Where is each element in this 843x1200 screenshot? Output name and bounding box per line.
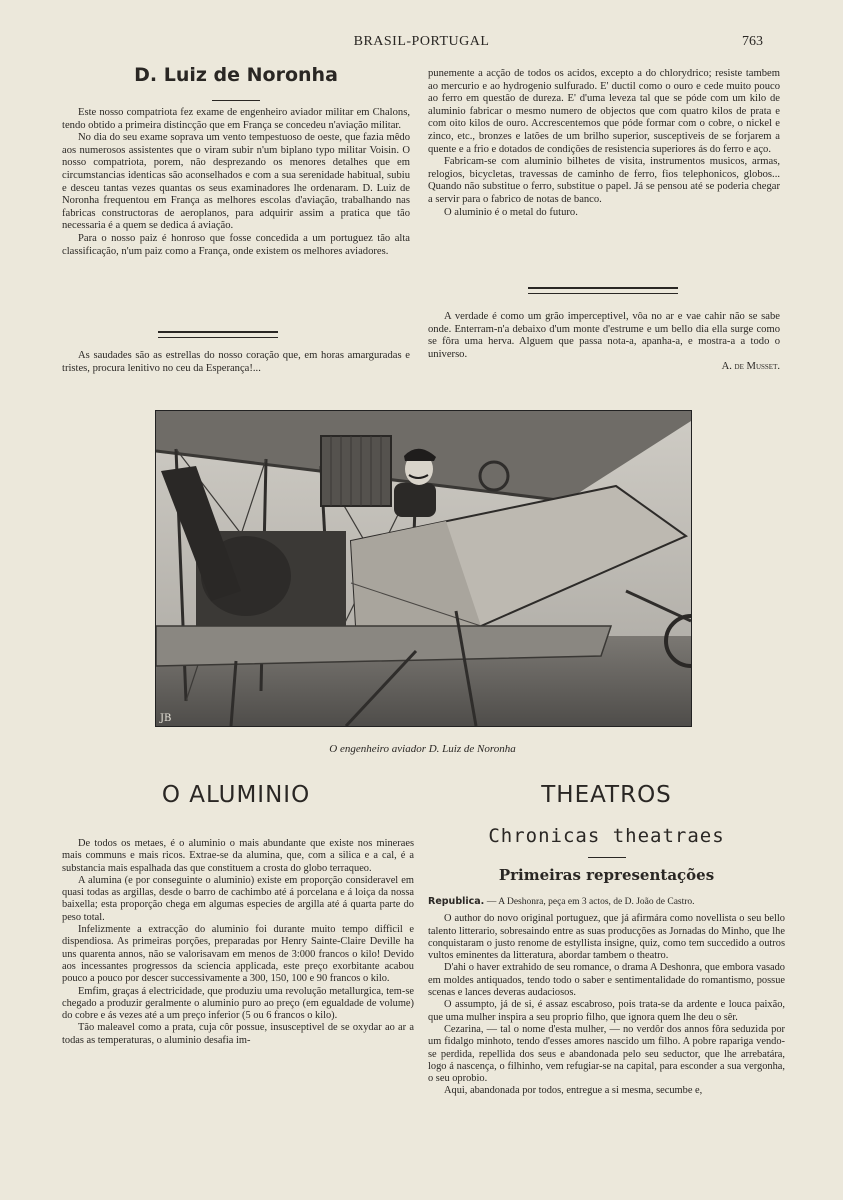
aluminio-continuation xyxy=(428,68,780,219)
running-head: BRASIL-PORTUGAL xyxy=(353,34,490,49)
paragraph: punemente a acção de todos os acidos, excepto a do chlorydrico; resiste tambem ao mercurio e ao hydrogenio sulfurado. E' ductil como o ouro e cede muito pouco ao ferro em questão de dureza. E' d'uma leveza tal que se póde com um kilo de aluminio fabricar o mesmo numero de objectos que com quatro kilos de prata e com oito kilos de ouro. Accrescentemos que póde formar com o cobre, o nickel e zinco, etc., bronzes e latões de um brilho superior, susceptiveis de se forjarem a quente e a frio e dotados de condições de resistencia superiores ás do ferro e aço. xyxy=(428,68,780,155)
paragraph: O aluminio é o metal do futuro. xyxy=(444,206,578,218)
article-body-aluminio xyxy=(62,838,414,1047)
musset-quote xyxy=(428,311,780,374)
paragraph: Cezarina, — tal o nome d'esta mulher, — no verdôr dos annos fôra seduzida por um fidalgo minhoto, tendo d'esses amores nascido um filho. A pobre rapariga vendo-se perdida, repellida dos seus e abandonada pelo seu seductor, que lhe arrebatára, logo á nascença, o filhinho, vem refugiar-se na capital, para esconder a sua vergonha, o seu oprobio. xyxy=(428,1023,785,1085)
paragraph: Infelizmente a extracção do aluminio foi durante muito tempo difficil e dispendiosa. As primeiras porções, preparadas por Henry Sainte-Claire Deville ha uns quarenta annos, não se valorisavam em menos de 3:000 francos o kilo! Devido aos incessantes progressos da sciencia applicada, este preço exorbitante acabou pouco a pouco por descer successivamente a 300, 150, 100 e 90 francos o kilo. xyxy=(62,924,414,985)
paragraph: O author do novo original portuguez, que já afirmára como novellista o seu bello talento litterario, sobresaindo entre as suas producções as Jornadas do Minho, que lhe conquistaram o justo renome de estyllista insigne, quiz, como tem succedido a outros vultos eminentes da litteratura, abordar tambem o theatro. xyxy=(428,913,785,962)
section-title-theatros: THEATROS xyxy=(541,782,672,808)
theatre-name: Republica. xyxy=(428,896,485,907)
section-divider xyxy=(158,331,278,338)
paragraph: A alumina (e por conseguinte o aluminio) existe em proporção consideravel em quasi todas as argillas, desde o barro de cachimbo até á porcelana e á loiça da nossa baixella; esta proporção chega em algumas especies de argilla até á quarta parte do peso total. xyxy=(62,874,414,923)
paragraph: Tão maleavel como a prata, cuja côr possue, insusceptivel de se oxydar ao ar a todas as temperaturas, o aluminio desafia im- xyxy=(62,1022,414,1046)
photo-monogram: JB xyxy=(160,713,172,724)
paragraph: Emfim, graças á electricidade, que produziu uma revolução metallurgica, tem-se chegado a produzir geralmente o aluminio puro ao preço (em egualdade de volume) do cobre e ás vezes até a um preço inferior (5 ou 6 francos o kilo). xyxy=(62,985,414,1022)
paragraph: As saudades são as estrellas do nosso coração que, em horas amarguradas e tristes, procura lenitivo no ceu da Esperança!... xyxy=(62,350,410,374)
aviator-photograph xyxy=(155,410,692,727)
saudades-quote xyxy=(62,350,410,375)
article-title-aluminio: O ALUMINIO xyxy=(161,782,311,808)
page-number: 763 xyxy=(742,34,763,49)
title-divider xyxy=(212,100,260,101)
paragraph: D'ahi o haver extrahido de seu romance, o drama A Deshonra, que embora vasado em moldes antiquados, tendo todo o saber e sentimentalidade do romantismo, possue scenas e lances deveras audaciosos. xyxy=(428,962,785,999)
paragraph: Aqui, abandonada por todos, entregue a si mesma, secumbe e, xyxy=(444,1085,703,1097)
paragraph: Fabricam-se com aluminio bilhetes de visita, instrumentos musicos, armas, relogios, bicycletas, travessas de caminho de ferro, fios telephonicos, globos... Quando não substitue o ferro, substitue o papel. Já se pensou até se poderia chegar a servir para o fabrico de notas de banco. xyxy=(428,156,780,205)
section-divider xyxy=(528,287,678,294)
photo-caption: O engenheiro aviador D. Luiz de Noronha xyxy=(329,743,516,755)
section-heading: Primeiras representações xyxy=(498,866,715,884)
title-divider xyxy=(588,857,626,858)
paragraph: No dia do seu exame soprava um vento tempestuoso de oeste, que fazia mêdo aos numerosos assistentes que o viram subir n'um biplano typo militar Voisin. O nosso compatriota, porem, não desprezando os menores detalhes que em circumstancias identicas são aconselhados e com a sua serenidade habitual, subiu e desceu tantas vezes quantas os seus examinadores lhe ordenaram. D. Luiz de Noronha frequentou em França as melhores escolas d'aviação, trabalhando nas fabricas constructoras de aeroplanos, para adquirir assim a pratica que tão necessaria é a quem se dedica á aviação. xyxy=(62,132,410,232)
article-title-noronha: D. Luiz de Noronha xyxy=(134,64,338,86)
play-info: — A Deshonra, peça em 3 actos, de D. João de Castro. xyxy=(486,897,695,907)
paragraph: Para o nosso paiz é honroso que fosse concedida a um portuguez tão alta classificação, n'um paiz como a França, onde existem os melhores aviadores. xyxy=(62,232,410,257)
theatros-body xyxy=(428,896,785,1098)
quote-author: A. de Musset. xyxy=(721,361,780,373)
paragraph: De todos os metaes, é o aluminio o mais abundante que existe nos mineraes mais communs e mais ricos. Extrae-se da alumina, que, com a silica e a cal, é a substancia mais espalhada das que constituem a crosta do globo terraqueo. xyxy=(62,838,414,874)
paragraph: Este nosso compatriota fez exame de engenheiro aviador militar em Chalons, tendo obtido a primeira distincção que em França se concedeu n'aviação militar. xyxy=(62,107,410,131)
paragraph: O assumpto, já de si, é assaz escabroso, pois trata-se da ardente e louca paixão, que uma mulher inspira a seu proprio filho, que ignora quem lhe deu o sêr. xyxy=(428,999,785,1023)
biplane-illustration xyxy=(156,411,691,726)
section-subtitle: Chronicas theatraes xyxy=(488,825,725,847)
article-body-noronha xyxy=(62,107,410,258)
entry-head xyxy=(428,896,785,908)
paragraph: A verdade é como um grão imperceptivel, vôa no ar e vae cahir não se sabe onde. Enterram-n'a debaixo d'um monte d'estrume e um bello dia ella surge como se fôra uma herva. Alguem que passa nota-a, apanha-a, e mostra-a a todo o universo. xyxy=(428,311,780,360)
